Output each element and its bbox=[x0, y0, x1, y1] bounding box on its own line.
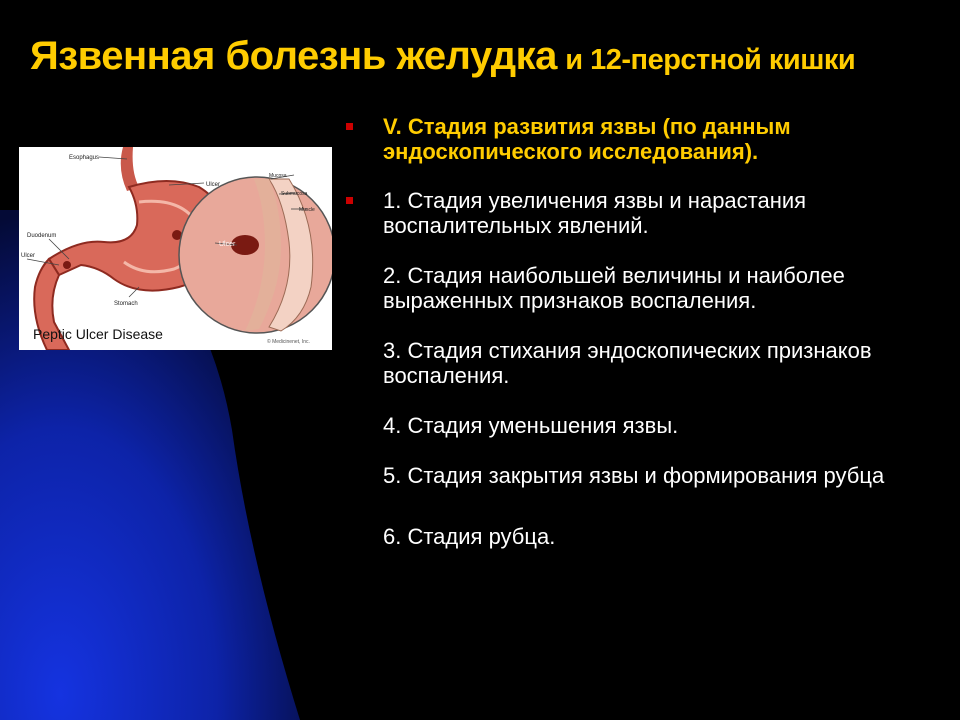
peptic-ulcer-illustration bbox=[19, 147, 332, 350]
stage-heading: V. Стадия развития язвы (по данным эндоскопического исследования). bbox=[383, 114, 791, 164]
ulcer-spot-left bbox=[63, 261, 71, 269]
title-main: Язвенная болезнь желудка bbox=[30, 34, 557, 78]
content-list bbox=[344, 114, 944, 549]
figure-caption: Peptic Ulcer Disease bbox=[33, 326, 163, 342]
label-stomach: Stomach bbox=[114, 301, 138, 307]
label-submucosa: Submucosa bbox=[281, 191, 308, 197]
label-muscle: Muscle bbox=[299, 207, 315, 213]
title-sub: и 12-перстной кишки bbox=[565, 44, 856, 76]
label-duodenum: Duodenum bbox=[27, 233, 57, 239]
stage-item-6: 6. Стадия рубца. bbox=[383, 524, 556, 549]
label-ulcer-top: Ulcer bbox=[206, 182, 221, 188]
figure-credit: © Medicinenet, Inc. bbox=[267, 339, 310, 345]
label-esophagus: Esophagus bbox=[69, 155, 100, 161]
page-title bbox=[30, 34, 855, 79]
heading-row bbox=[344, 114, 944, 164]
stomach-diagram bbox=[19, 147, 332, 350]
label-ulcer-mid: Ulcer bbox=[219, 241, 236, 248]
label-mucosa: Mucosa bbox=[269, 173, 287, 179]
bullet-square-icon bbox=[346, 123, 353, 130]
stage-item-5: 5. Стадия закрытия язвы и формирования рубца bbox=[383, 463, 885, 488]
stage-item-1: 1. Стадия увеличения язвы и нарастания воспалительных явлений. bbox=[383, 188, 807, 238]
bullet-square-icon bbox=[346, 197, 353, 204]
stage-item-2: 2. Стадия наибольшей величины и наиболее выраженных признаков воспаления. bbox=[383, 263, 845, 313]
stage-item-4: 4. Стадия уменьшения язвы. bbox=[383, 413, 679, 438]
stages-row bbox=[344, 188, 944, 549]
stage-item-3: 3. Стадия стихания эндоскопических признаков воспаления. bbox=[383, 338, 872, 388]
label-ulcer-left: Ulcer bbox=[21, 253, 36, 259]
